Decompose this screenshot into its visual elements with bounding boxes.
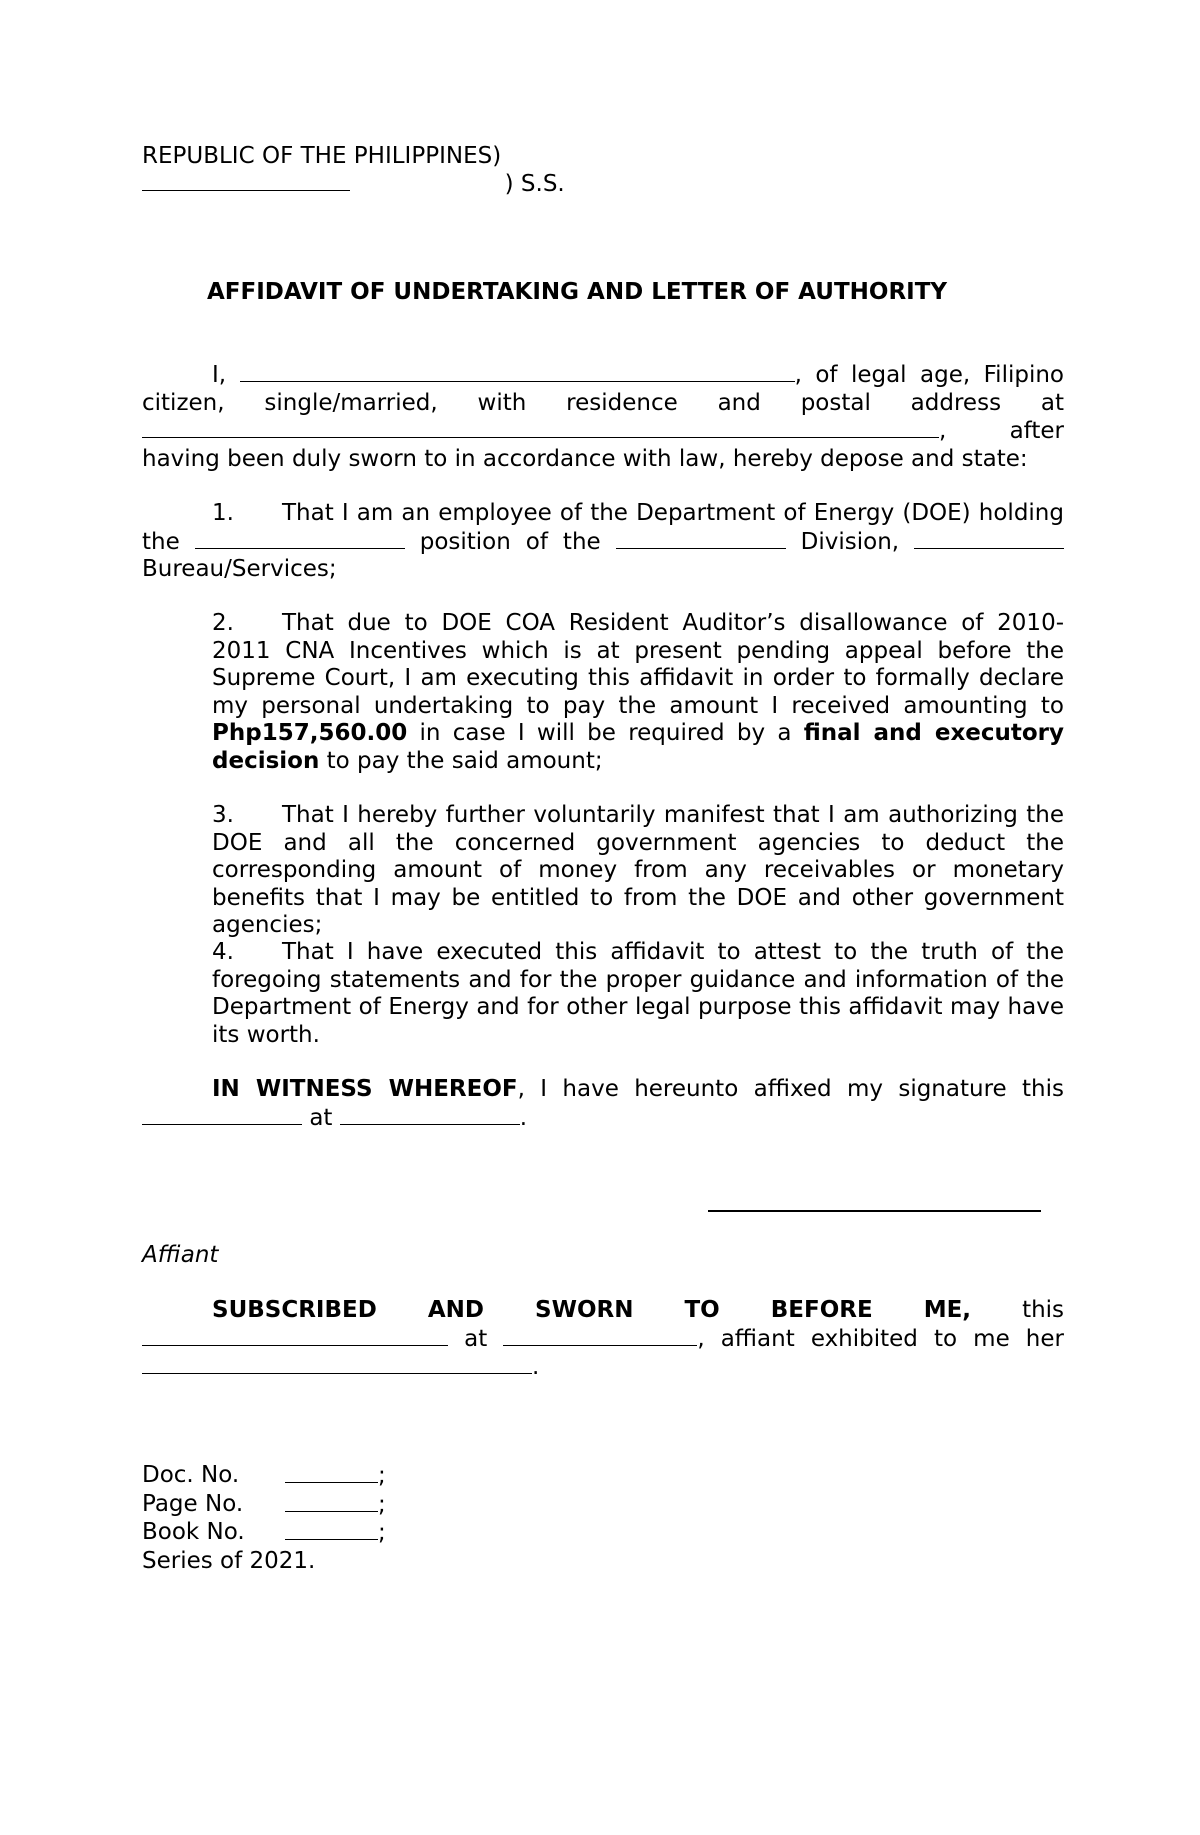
- position-blank: [195, 528, 405, 549]
- republic-line: [142, 143, 501, 171]
- sworn-place-blank: [503, 1325, 697, 1346]
- id-blank: [142, 1353, 532, 1374]
- final-decision: final and executory decision: [212, 720, 1065, 774]
- intro-line-4: having been duly sworn to in accordance with law, hereby depose and state:: [142, 445, 1028, 472]
- sworn-date-blank: [142, 1325, 448, 1346]
- notarial-register: [142, 1462, 386, 1575]
- division-blank: [616, 528, 786, 549]
- item-4: 4. That I have executed this affidavit to attest to the truth of the foregoing statements and for the proper guidance and information of the Department of Energy and for other legal purpose this affidavit may have its worth.: [212, 939, 1064, 1048]
- affiant-label: Affiant: [142, 1242, 219, 1268]
- amount: Php157,560.00: [212, 720, 408, 746]
- venue-blank: [142, 170, 350, 191]
- place-blank: [340, 1104, 520, 1125]
- intro-line-3: , after: [142, 417, 1064, 446]
- date-blank: [142, 1104, 302, 1125]
- item-3: 3. That I hereby further voluntarily manifest that I am authorizing the DOE and all the concerned government agencies to deduct the corresponding amount of money from any receivables or monetary benefits that I may be entitled to from the DOE and other government agencies;: [212, 802, 1064, 938]
- doc-no-row: Doc. No. ;: [142, 1462, 386, 1489]
- intro-line-2: citizen, single/married, with residence and postal address at: [142, 389, 1064, 416]
- republic-text: REPUBLIC OF THE PHILIPPINES): [142, 143, 502, 169]
- intro-paragraph: [142, 361, 1064, 473]
- book-no-row: Book No. ;: [142, 1519, 386, 1546]
- bureau-blank: [914, 528, 1064, 549]
- witness-paragraph: IN WITNESS WHEREOF, I have hereunto affixed my signature this at .: [142, 1076, 1064, 1132]
- address-blank: [142, 417, 939, 438]
- ss-line: [142, 170, 565, 199]
- ss-text: ) S.S.: [504, 171, 565, 197]
- series-row: Series of 2021.: [142, 1547, 316, 1574]
- intro-line-1: I, , of legal age, Filipino: [212, 362, 1064, 388]
- page-no-row: Page No. ;: [142, 1490, 386, 1518]
- item-2: 2. That due to DOE COA Resident Auditor’s disallowance of 2010-2011 CNA Incentives which is at present pending appeal before the Supreme Court, I am executing this affidavit in order to formally declare my personal undertaking to pay the amount I received amounting to Php157,560.00 in case I will be required by a final and executory decision to pay the said amount;: [212, 610, 1065, 774]
- item-1: 1. That I am an employee of the Department of Energy (DOE) holding the position of the Division, Bureau/Services;: [142, 500, 1064, 582]
- signature-line: [708, 1210, 1041, 1212]
- name-blank: [240, 361, 795, 382]
- document-title: AFFIDAVIT OF UNDERTAKING AND LETTER OF AUTHORITY: [207, 279, 948, 305]
- subscribed-paragraph: SUBSCRIBED AND SWORN TO BEFORE ME, this at , affiant exhibited to me her .: [142, 1297, 1064, 1382]
